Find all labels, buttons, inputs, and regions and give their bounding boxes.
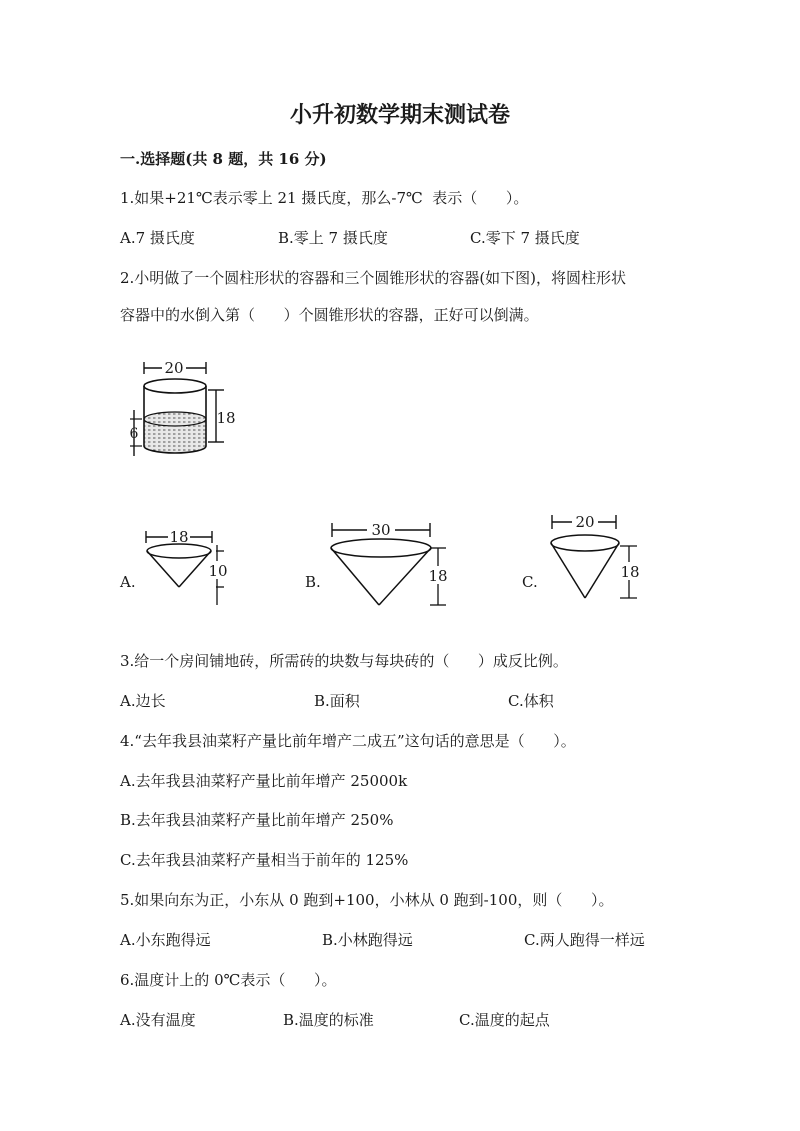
cone-b-figure: [322, 514, 452, 614]
question-5-stem: 5.如果向东为正，小东从 0 跑到+100，小林从 0 跑到-100，则（ ）。: [120, 891, 614, 909]
question-1-option-b[interactable]: B.零上 7 摄氏度: [278, 229, 388, 247]
question-4-option-c[interactable]: C.去年我县油菜籽产量相当于前年的 125%: [120, 851, 409, 869]
question-5-option-b[interactable]: B.小林跑得远: [322, 931, 413, 949]
question-1-option-c[interactable]: C.零下 7 摄氏度: [470, 229, 580, 247]
question-1-stem: 1.如果+21℃表示零上 21 摄氏度，那么-7℃ 表示（ ）。: [120, 189, 529, 207]
cone-option-b[interactable]: B.: [305, 573, 321, 591]
question-2-stem-line-1: 2.小明做了一个圆柱形状的容器和三个圆锥形状的容器(如下图)，将圆柱形状: [120, 269, 627, 287]
cylinder-figure: [118, 356, 268, 466]
question-3-option-c[interactable]: C.体积: [508, 692, 554, 710]
cone-a-diameter-label: 18: [169, 528, 189, 546]
cone-a-figure: [140, 525, 240, 605]
cone-b-height-label: 18: [428, 567, 448, 585]
question-6-option-b[interactable]: B.温度的标准: [283, 1011, 374, 1029]
cone-b-diameter-label: 30: [371, 521, 391, 539]
cone-c-diameter-label: 20: [575, 513, 595, 531]
question-3-option-b[interactable]: B.面积: [314, 692, 360, 710]
question-3-stem: 3.给一个房间铺地砖，所需砖的块数与每块砖的（ ）成反比例。: [120, 652, 568, 670]
section-heading: 一.选择题(共 8 题，共 16 分): [120, 150, 327, 168]
question-6-option-c[interactable]: C.温度的起点: [459, 1011, 550, 1029]
question-5-option-a[interactable]: A.小东跑得远: [120, 931, 211, 949]
question-6-option-a[interactable]: A.没有温度: [120, 1011, 196, 1029]
question-6-stem: 6.温度计上的 0℃表示（ ）。: [120, 971, 337, 989]
question-2-stem-line-2: 容器中的水倒入第（ ）个圆锥形状的容器，正好可以倒满。: [120, 306, 539, 324]
cylinder-water-label: 6: [129, 426, 139, 442]
cone-option-a[interactable]: A.: [120, 573, 136, 591]
cone-c-height-label: 18: [620, 563, 640, 581]
cone-a-height-label: 10: [208, 562, 228, 580]
question-4-stem: 4.“去年我县油菜籽产量比前年增产二成五”这句话的意思是（ ）。: [120, 732, 576, 750]
cone-option-c[interactable]: C.: [522, 573, 538, 591]
cylinder-height-label: 18: [216, 409, 236, 427]
cylinder-diameter-label: 20: [164, 359, 184, 377]
question-1-option-a[interactable]: A.7 摄氏度: [120, 229, 195, 247]
question-4-option-b[interactable]: B.去年我县油菜籽产量比前年增产 250%: [120, 811, 394, 829]
question-5-option-c[interactable]: C.两人跑得一样远: [524, 931, 645, 949]
cone-c-figure: [540, 510, 650, 605]
question-3-option-a[interactable]: A.边长: [120, 692, 166, 710]
page-title: 小升初数学期末测试卷: [289, 102, 510, 128]
question-4-option-a[interactable]: A.去年我县油菜籽产量比前年增产 25000k: [120, 772, 408, 790]
